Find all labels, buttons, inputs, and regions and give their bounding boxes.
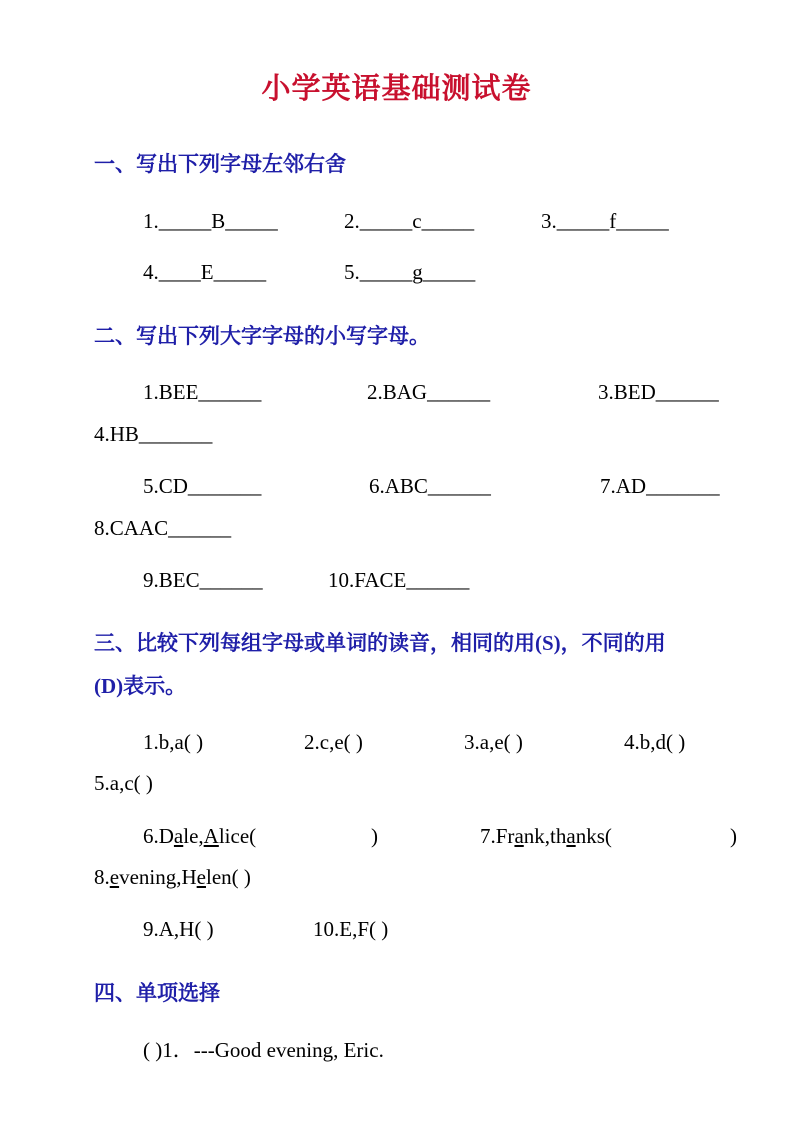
s3-heading-part-c: 表示。 [123, 674, 187, 698]
s3-item-8 [94, 867, 251, 888]
s3-i8-underlined-2: e [196, 865, 206, 889]
s3-heading-part-b: ，不同的用 [560, 631, 666, 655]
s1-item-5: 5._____g_____ [344, 260, 476, 284]
s1-item-1: 1._____B_____ [143, 209, 278, 233]
s3-i8-post: len( ) [205, 865, 251, 889]
s1-item-3: 3._____f_____ [541, 209, 669, 233]
s2-item-1: 1.BEE______ [143, 380, 262, 404]
s2-item-7: 7.AD_______ [600, 474, 720, 498]
s3-heading-s: (S) [535, 631, 561, 655]
s2-item-9: 9.BEC______ [143, 568, 263, 592]
s3-i6-mid: le, [183, 824, 204, 848]
section-1-heading: 一、写出下列字母左邻右舍 [94, 152, 346, 176]
s4-question-1: ( )1．---Good evening, Eric. [143, 1038, 384, 1062]
s3-item-6 [143, 826, 256, 847]
s3-i6-pre: 6.D [143, 824, 174, 848]
s3-i7-mid: nk,th [523, 824, 567, 848]
s3-i8-pre: 8. [94, 865, 110, 889]
s3-item-7 [480, 826, 612, 847]
s3-i7-underlined-2: a [566, 824, 576, 848]
s3-item-9: 9.A,H( ) [143, 917, 214, 941]
s1-item-4: 4.____E_____ [143, 260, 267, 284]
section-2-heading: 二、写出下列大字字母的小写字母。 [94, 324, 430, 348]
s2-item-4: 4.HB_______ [94, 422, 213, 446]
s3-i6-underlined-2: A [203, 824, 219, 848]
s3-item-7-close: ) [730, 824, 737, 848]
s3-heading-part-a: 三、比较下列每组字母或单词的读音，相同的用 [94, 631, 535, 655]
s2-item-10: 10.FACE______ [328, 568, 470, 592]
s3-item-4: 4.b,d( ) [624, 730, 686, 754]
section-3-heading-cont [94, 670, 186, 700]
s3-item-5: 5.a,c( ) [94, 771, 153, 795]
page-title: 小学英语基础测试卷 [261, 71, 532, 105]
s3-item-3: 3.a,e( ) [464, 730, 523, 754]
s3-i8-mid: vening,H [119, 865, 197, 889]
s2-item-2: 2.BAG______ [367, 380, 491, 404]
s3-heading-d: (D) [94, 674, 124, 698]
s3-item-1: 1.b,a( ) [143, 730, 204, 754]
s3-item-6-close: ) [371, 824, 378, 848]
s3-i7-pre: 7.Fr [480, 824, 515, 848]
s2-item-3: 3.BED______ [598, 380, 719, 404]
s3-i7-post: nks( [575, 824, 612, 848]
s2-item-5: 5.CD_______ [143, 474, 262, 498]
s3-i7-underlined-1: a [514, 824, 524, 848]
s3-i6-post: lice( [218, 824, 257, 848]
section-3-heading [94, 627, 666, 657]
s2-item-6: 6.ABC______ [369, 474, 491, 498]
s3-i8-underlined-1: e [109, 865, 120, 889]
s3-item-10: 10.E,F( ) [313, 917, 389, 941]
s2-item-8: 8.CAAC______ [94, 516, 232, 540]
section-4-heading: 四、单项选择 [94, 981, 220, 1005]
s3-item-2: 2.c,e( ) [304, 730, 363, 754]
s3-i6-underlined-1: a [173, 824, 184, 848]
s1-item-2: 2._____c_____ [344, 209, 475, 233]
